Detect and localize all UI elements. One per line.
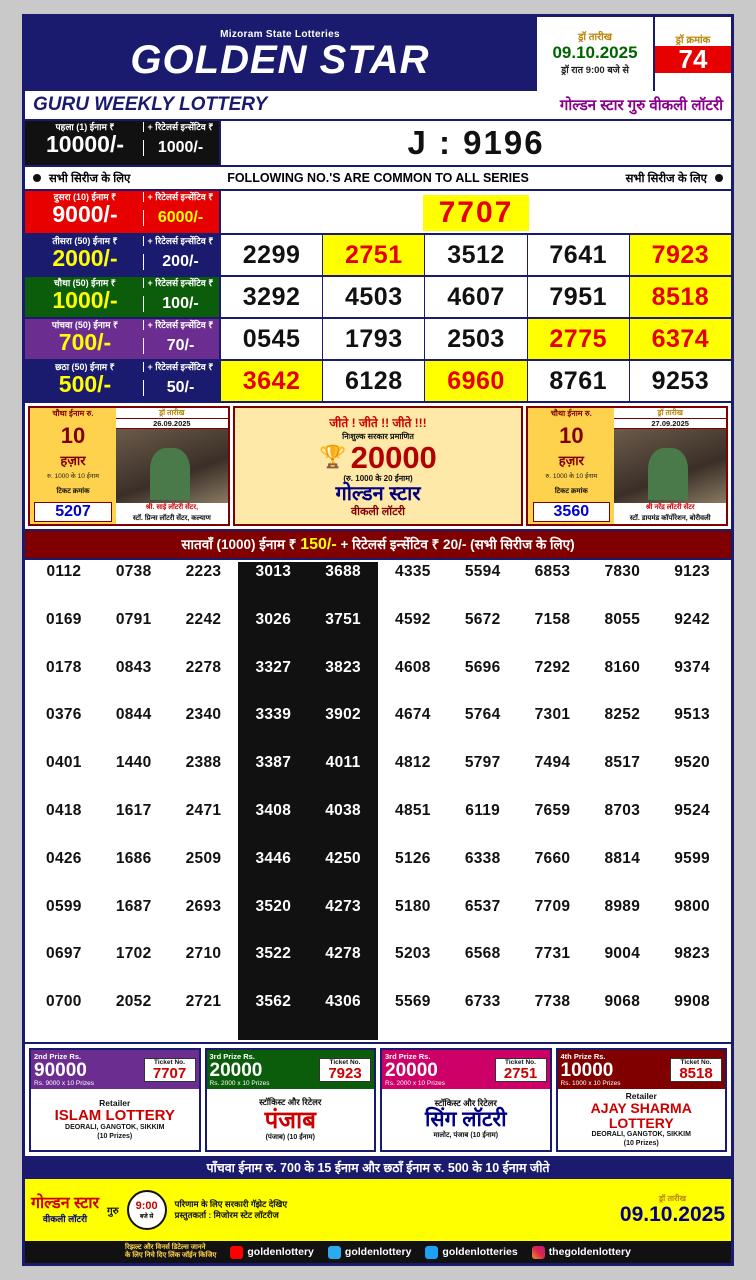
prize-number: 3292 [221,277,323,317]
lottery-name-hi: गोल्डन स्टार गुरु वीकली लॉटरी [559,97,723,114]
ad-right-date-label: ड्रॉ तारीख [614,408,726,419]
prize-label-5 [25,319,221,359]
seventh-prize-amount: 150/- [300,536,337,553]
winner-sub: Rs. 2000 x 10 Prizes [209,1080,270,1087]
winner-prize-label: 2nd Prize Rs. [34,1052,82,1061]
footer-date-label: ड्रॉ तारीख [658,1194,686,1204]
seventh-prize-number: 5594 [464,563,501,580]
winner-ticket-no: 7923 [328,1064,362,1082]
social-link-twitter[interactable] [425,1246,517,1259]
prize-values-5 [221,319,731,359]
prize-label-1 [25,121,221,165]
seventh-prize-number: 6119 [465,801,501,819]
seventh-prize-number: 2388 [185,754,222,772]
prize-number: 9253 [651,366,710,395]
seventh-prize-number: 5569 [395,993,431,1011]
prize-label-2 [25,191,221,233]
seventh-prize-number: 4306 [308,992,378,1040]
prize-incentive-label-6: + रिटेलर्स इन्सेंटिव ₹ [143,362,217,372]
seventh-prize-number: 3446 [238,849,308,897]
ad-center-brand2: वीकली लॉटरी [351,505,405,518]
winner-role: स्टॉकिस्ट और रिटेलर [259,1096,322,1107]
prize-amount-6: 500/- [58,371,112,398]
seventh-prize-number: 0599 [46,897,82,915]
seventh-prize-number: 0700 [46,993,82,1011]
seventh-prize-number: 2721 [185,993,222,1011]
prize-amount-4: 1000/- [52,287,118,314]
seventh-prize-number: 1440 [115,754,152,772]
draw-date-box [535,17,653,91]
prize-number: 2775 [528,319,630,359]
ad-left-date-label: ड्रॉ तारीख [116,408,228,419]
ad-left-prize-title: चौथा ईनाम रु. [52,409,94,418]
clock-icon [127,1190,167,1230]
seventh-prize-number: 9823 [674,945,710,963]
seventh-prize-number: 6853 [534,563,571,580]
ad-center-tagline: निःशुल्क सरकार प्रमाणित [342,431,414,441]
seventh-prize-number: 9908 [674,993,710,1011]
seventh-prize-number: 7709 [534,897,571,915]
prize-row-6 [25,361,731,403]
seventh-prize-number: 7731 [534,945,571,963]
seventh-prize-number: 9068 [604,993,641,1011]
winner-role: Retailer [625,1091,657,1101]
draw-number-box [653,17,731,91]
ad-center [233,406,524,526]
seventh-prize-title: सातवाँ (1000) ईनाम ₹ [181,537,297,552]
second-prize-number: 7707 [423,195,530,231]
prize-amount-5: 700/- [58,329,112,356]
seventh-prize-number: 0843 [115,658,152,676]
winner-prize-label: 3rd Prize Rs. [385,1052,431,1061]
common-left-text: सभी सिरीज के लिए [49,172,131,185]
winner-ticket-label: Ticket No. [505,1058,536,1066]
prize-number: 2503 [425,319,527,359]
prize-incentive-5: 70/- [143,338,217,354]
prize-amount-3: 2000/- [52,245,118,272]
seventh-prize-number: 0112 [46,563,82,580]
prize-row-4 [25,277,731,319]
prize-label-6 [25,361,221,401]
prize-number: 7951 [528,277,630,317]
seventh-prize-number: 1687 [115,897,152,915]
prize-name-4: चौथा (50) ईनाम ₹ [54,278,116,288]
first-prize-number: J : 9196 [407,124,545,161]
prize-amount-1: 10000/- [45,131,124,158]
seventh-prize-number: 2052 [115,993,152,1011]
seventh-prize-number: 3387 [238,753,308,801]
lottery-result-sheet [22,14,734,1266]
footer-clock-sub: बजे से [139,1213,154,1220]
prize-incentive-6: 50/- [143,380,217,396]
ad-right-photo [614,429,726,503]
winner-amount: 20000 [385,1060,438,1081]
footer-line1: परिणाम के लिए सरकारी गॅझेट देखिए [174,1198,288,1209]
winner-ticket-no: 8518 [679,1064,713,1082]
seventh-prize-number: 3013 [238,562,308,610]
footer-date: 09.10.2025 [619,1202,725,1226]
prize-incentive-3: 200/- [143,254,217,270]
prize-values-2 [221,191,731,235]
seventh-prize-number: 5180 [395,897,431,915]
seventh-prize-number: 2242 [185,610,222,628]
prize-row-3 [25,235,731,277]
seventh-prize-number: 4592 [395,610,431,628]
ad-right-prize-panel [528,408,614,524]
seventh-prize-number: 6338 [464,849,501,867]
seventh-prize-number: 4273 [308,897,378,945]
seventh-prize-number: 0426 [46,849,82,867]
winner-role: स्टॉकिस्ट और रिटेलर [434,1098,497,1109]
winner-address: DEORALI, GANGTOK, SIKKIM [65,1124,165,1132]
seventh-prize-number: 9004 [604,945,641,963]
prize-incentive-label-5: + रिटेलर्स इन्सेंटिव ₹ [143,320,217,330]
advertisement-strip [25,403,731,531]
prize-incentive-2: 6000/- [143,210,217,226]
prize-number: 1793 [323,319,425,359]
seventh-prize-number: 0169 [46,610,82,628]
prize-incentive-label-4: + रिटेलर्स इन्सेंटिव ₹ [143,278,217,288]
seventh-prize-number: 2278 [185,658,222,676]
subtitle-row [25,91,731,121]
ad-right-caption2: स्टॉ. डायमंड कॉर्पोरेशन, बोरीवली [614,514,726,524]
seventh-prize-number: 6568 [464,945,501,963]
prize-number: 3642 [221,361,323,401]
social-link-telegram[interactable] [328,1246,412,1259]
ad-center-brand: गोल्डन स्टार [335,482,421,505]
seventh-prize-number: 8989 [604,897,641,915]
prize-name-6: छठा (50) ईनाम ₹ [55,362,115,372]
prize-row-2 [25,191,731,235]
footer-guru: गुरु [107,1206,119,1217]
footer-brand-sub: वीकली लॉटरी [42,1213,88,1224]
bullet-icon [33,174,41,182]
organization-name: Mizoram State Lotteries [220,28,340,40]
prize-number: 3512 [425,235,527,275]
ad-left-prize-panel [30,408,116,524]
seventh-prize-number: 0178 [46,658,82,676]
seventh-prize-number: 5672 [464,610,501,628]
trophy-icon: 🏆 [319,444,347,469]
seventh-prize-number: 3408 [238,801,308,849]
winner-card [205,1048,377,1152]
seventh-prize-number: 7292 [534,658,571,676]
seventh-prize-number: 5126 [395,849,431,867]
winner-prize-label: 3rd Prize Rs. [209,1052,255,1061]
ad-right-ticket-no: 3560 [533,502,610,522]
ad-left-caption2: स्टॉ. प्रिन्स लॉटरी सेंटर, कल्याण [116,514,228,524]
winner-ticket-label: Ticket No. [329,1058,361,1066]
draw-date-value: 09.10.2025 [552,43,638,62]
winner-address: (पंजाब) (10 ईनाम) [265,1133,315,1141]
prize-label-4 [25,277,221,317]
prize-number: 2299 [221,235,323,275]
header-brand [25,17,535,91]
seventh-prize-number: 4851 [395,801,431,819]
seventh-prize-header [25,531,731,560]
seventh-prize-number: 4608 [395,658,431,676]
seventh-prize-number: 2693 [185,897,222,915]
seventh-prize-number: 0844 [115,706,152,724]
seventh-prize-number: 7738 [534,993,571,1011]
ad-right-prize-title: चौथा ईनाम रु. [550,409,592,418]
ad-left-amount: 10 [60,423,86,449]
social-handle: thegoldenlottery [548,1246,631,1258]
seventh-prize-number: 9123 [674,563,710,580]
seventh-prize-number: 9800 [674,897,710,915]
seventh-prize-number: 2223 [185,563,222,580]
ad-right-note: रु. 1000 के 10 ईनाम [545,473,598,481]
prize-name-1: पहला (1) ईनाम ₹ [55,122,115,132]
draw-date-label: ड्रॉ तारीख [578,32,612,43]
seventh-prize-number: 8160 [604,658,641,676]
seventh-prize-number: 9374 [674,658,710,676]
winner-card [556,1048,728,1152]
seventh-prize-number: 3562 [238,992,308,1040]
winner-cards [25,1042,731,1156]
draw-number-value: 74 [655,46,731,73]
bullet-icon-2 [715,174,723,182]
social-link-youtube[interactable] [230,1246,314,1259]
prize-incentive-label-2: + रिटेलर्स इन्सेंटिव ₹ [143,192,217,202]
ad-center-win-text: जीते ! जीते !! जीते !!! [329,415,427,430]
winner-address: DEORALI, GANGTOK, SIKKIM [591,1131,691,1139]
winner-name: पंजाब [264,1106,316,1134]
winner-card [29,1048,201,1152]
seventh-prize-number: 4038 [308,801,378,849]
prize-values-4 [221,277,731,317]
ad-left-date: 26.09.2025 [116,419,228,429]
winner-sub: Rs. 9000 x 10 Prizes [34,1080,94,1087]
winner-name: AJAY SHARMA LOTTERY [590,1100,692,1132]
seventh-prize-number: 8703 [604,801,641,819]
prize-name-5: पांचवा (50) ईनाम ₹ [51,320,119,330]
seventh-prize-number: 7301 [534,706,571,724]
seventh-prize-number: 6537 [464,897,501,915]
prize-number: 2751 [323,235,425,275]
seventh-prize-number: 3823 [308,658,378,706]
prize-row-1 [25,121,731,167]
prize-number: 8761 [528,361,630,401]
seventh-prize-number: 0401 [46,754,82,772]
seventh-prize-number: 4335 [395,563,431,580]
lottery-name-en: GURU WEEKLY LOTTERY [33,94,268,115]
seventh-prize-number: 1617 [115,801,152,819]
prize-row-5 [25,319,731,361]
seventh-prize-number: 0376 [46,706,82,724]
seventh-prize-number: 4674 [395,706,431,724]
seventh-prize-number: 5797 [464,754,501,772]
instagram-icon [532,1246,545,1259]
seventh-prize-number: 4812 [395,754,431,772]
seventh-prize-number: 3327 [238,658,308,706]
seventh-prize-number: 3026 [238,610,308,658]
seventh-prize-number: 7660 [534,849,571,867]
winner-card [380,1048,552,1152]
winner-sub: Rs. 2000 x 10 Prizes [385,1080,445,1087]
seventh-prize-number: 4011 [308,753,378,801]
footer-brand-name: गोल्डन स्टार [31,1194,100,1212]
prize-incentive-4: 100/- [143,296,217,312]
social-handle: goldenlotteries [442,1246,518,1258]
ad-center-amount: 20000 [350,439,437,475]
seventh-prize-number: 3902 [308,705,378,753]
seventh-prize-number: 3688 [308,562,378,610]
winner-name: ISLAM LOTTERY [54,1107,175,1125]
ad-right-photo-panel [614,408,726,524]
winner-amount: 20000 [209,1060,263,1081]
social-handle: goldenlottery [344,1246,412,1258]
prize-amount-2: 9000/- [52,201,118,228]
prize-values-6 [221,361,731,401]
footer-notes [175,1199,620,1222]
footer [25,1179,731,1241]
draw-number-label: ड्रॉ क्रमांक [675,34,711,46]
seventh-prize-number: 8252 [604,706,641,724]
draw-time: ड्रॉ रात 9:00 बजे से [561,65,629,76]
ad-right-date: 27.09.2025 [614,419,726,429]
winner-sub: Rs. 1000 x 10 Prizes [560,1080,621,1087]
ad-right-caption-red: श्री नरेंद्र लॉटरी सेंटर [645,504,695,512]
header [25,17,731,91]
prize-number: 6960 [425,361,527,401]
winner-name: सिंग लॉटरी [424,1108,507,1132]
ad-right-unit: हज़ार [558,452,584,468]
winner-ticket-no: 7707 [152,1064,187,1082]
prize-number: 7641 [528,235,630,275]
social-bar [25,1241,731,1263]
prize-number: 4607 [425,277,527,317]
prize-incentive-label-1: + रिटेलर्स इन्सेंटिव ₹ [143,122,217,132]
winner-amount: 90000 [34,1060,87,1081]
prize-number: 0545 [221,319,323,359]
prize-number: 7923 [630,235,731,275]
footer-clock-time: 9:00 [135,1199,158,1212]
seventh-prize-number: 3751 [308,610,378,658]
prize-values-3 [221,235,731,275]
seventh-prize-number: 7830 [604,563,641,580]
ad-right-ticket-label: टिकट क्रमांक [554,487,588,495]
seventh-prize-number: 3339 [238,705,308,753]
seventh-prize-number: 9524 [674,801,710,819]
ad-left-ticket-no: 5207 [34,502,111,522]
seventh-prize-number: 8814 [604,849,641,867]
seventh-prize-number: 5764 [464,706,501,724]
telegram-icon [328,1246,341,1259]
winner-amount: 10000 [560,1060,614,1081]
twitter-icon [425,1246,438,1259]
common-right-text: सभी सिरीज के लिए [625,172,707,185]
seventh-prize-number: 5203 [395,945,431,963]
seventh-prize-number: 3520 [238,897,308,945]
ad-right-amount: 10 [559,423,584,449]
seventh-prize-number: 1686 [115,849,152,867]
footer-date-box [620,1195,725,1225]
seventh-prize-number: 8055 [604,610,641,628]
prize-number: 6128 [323,361,425,401]
seventh-prize-incentive: + रिटेलर्स इन्सेंटिव ₹ 20/- (सभी सिरीज के लिए) [340,537,575,552]
prize-name-3: तीसरा (50) ईनाम ₹ [52,236,118,246]
prize-label-3 [25,235,221,275]
seventh-prize-number: 7158 [534,610,571,628]
page-title: GOLDEN STAR [130,37,430,82]
prize-number: 4503 [323,277,425,317]
winner-ticket-label: Ticket No. [680,1058,712,1066]
winner-address: मालोट, पंजाब (10 ईनाम) [433,1132,499,1140]
seventh-prize-number: 7494 [534,754,571,772]
prize-incentive-label-3: + रिटेलर्स इन्सेंटिव ₹ [143,236,217,246]
seventh-prize-number: 9520 [674,754,710,772]
ad-left-note: रु. 1000 के 10 ईनाम [47,473,99,481]
prize-incentive-1: 1000/- [143,140,217,156]
winner-prize-label: 4th Prize Rs. [560,1052,606,1061]
seventh-prize-number: 5696 [464,658,501,676]
seventh-prize-number: 2509 [185,849,222,867]
seventh-prize-number: 0791 [115,610,152,628]
winner-count: (10 Prizes) [97,1132,133,1140]
bottom-strip-note: पाँचवा ईनाम रु. 700 के 15 ईनाम और छठाँ ईनाम रु. 500 के 10 ईनाम जीते [25,1156,731,1179]
common-series-row [25,167,731,191]
seventh-prize-number: 2471 [185,801,222,819]
seventh-prize-number: 9513 [674,706,710,724]
winner-ticket-label: Ticket No. [154,1058,185,1066]
seventh-prize-number: 2340 [185,706,222,724]
ad-left-unit: हज़ार [60,452,86,468]
seventh-prize-number: 0418 [46,801,82,819]
winner-count: (10 Prizes) [623,1139,659,1147]
seventh-prize-number: 6733 [464,993,501,1011]
prize-number: 6374 [630,319,731,359]
seventh-prize-number: 0738 [115,563,152,580]
ad-right [526,406,728,526]
winner-ticket-no: 2751 [503,1064,538,1082]
winner-role: Retailer [99,1098,131,1109]
footer-join-note: रिझल्ट और विनर्स डिटेल्स जानने के लिए निचे दिए लिंक जॉईन किजिए [125,1244,217,1259]
common-middle-text: FOLLOWING NO.'S ARE COMMON TO ALL SERIES [227,171,529,185]
ad-left-photo [116,429,228,503]
ad-left-photo-panel [116,408,228,524]
seventh-prize-number: 4278 [308,944,378,992]
footer-line2: प्रस्तुतकर्ता : मिजोरम स्टेट लॉटरीज [174,1210,279,1220]
ad-left-caption-red: श्री. साई लॉटरी सेंटर, [145,504,199,512]
prize-number: 8518 [630,277,731,317]
seventh-prize-number: 4250 [308,849,378,897]
seventh-prize-number: 8517 [604,754,641,772]
seventh-prize-number: 0697 [46,945,82,963]
social-handle: goldenlottery [247,1246,314,1258]
youtube-icon [230,1246,243,1259]
ad-left [28,406,230,526]
social-link-instagram[interactable] [532,1246,631,1259]
seventh-prize-grid [25,560,731,1042]
seventh-prize-number: 9599 [674,849,710,867]
seventh-prize-number: 3522 [238,944,308,992]
footer-brand [31,1196,99,1225]
seventh-prize-number: 9242 [674,610,710,628]
ad-left-ticket-label: टिकट क्रमांक [56,487,90,495]
seventh-prize-number: 1702 [115,945,152,963]
prize-name-2: दुसरा (10) ईनाम ₹ [53,192,117,202]
seventh-prize-number: 2710 [185,945,222,963]
seventh-prize-number: 7659 [534,801,571,819]
ad-center-sub: (रु. 1000 के 20 ईनाम) [343,473,413,483]
